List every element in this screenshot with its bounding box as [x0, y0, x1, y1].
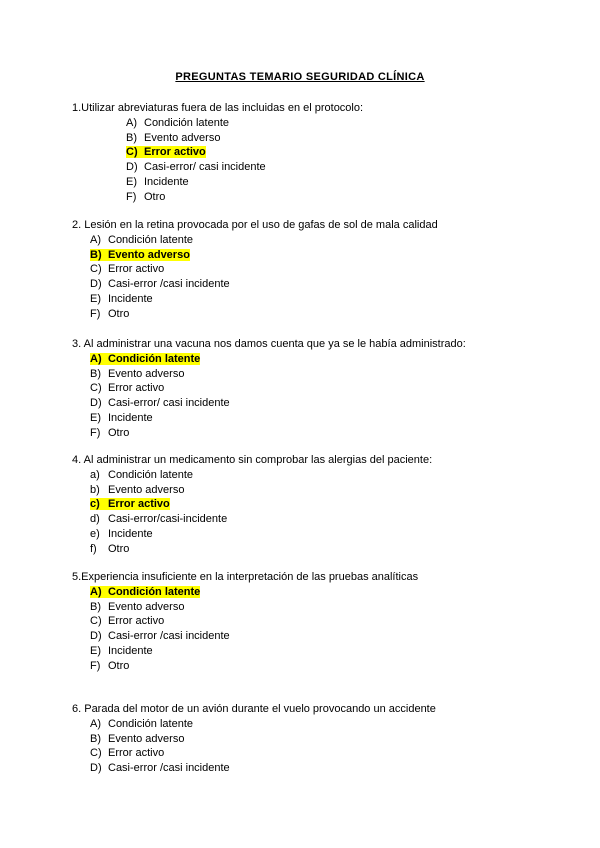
answer-option — [90, 469, 193, 481]
option-marker: B) — [90, 248, 102, 261]
option-content — [90, 469, 193, 481]
option-marker: A) — [126, 117, 137, 129]
option-marker: E) — [90, 411, 101, 424]
answer-option-highlighted — [90, 353, 200, 365]
option-marker: F) — [90, 659, 101, 672]
option-content — [90, 513, 227, 525]
answer-option-highlighted — [90, 498, 170, 510]
option-marker: B) — [90, 732, 101, 745]
option-content — [90, 249, 190, 261]
answer-option — [90, 528, 153, 540]
question-text: 3. Al administrar una vacuna nos damos cuenta que ya se le había administrado: — [72, 338, 466, 350]
option-label: Error activo — [144, 146, 206, 159]
option-marker: F) — [126, 190, 137, 203]
option-marker: C) — [90, 615, 102, 628]
option-content — [90, 278, 230, 290]
option-content — [90, 308, 129, 320]
answer-option — [90, 513, 227, 525]
option-content — [90, 733, 184, 745]
answer-option — [126, 161, 266, 173]
option-marker: C) — [90, 382, 102, 395]
option-content — [90, 601, 184, 613]
option-content — [126, 161, 266, 173]
option-label: Casi-error/ casi incidente — [108, 397, 230, 410]
option-content — [90, 397, 230, 409]
option-label: Casi-error /casi incidente — [108, 630, 230, 643]
option-content — [90, 293, 153, 305]
option-label: Condición latente — [144, 117, 230, 129]
answer-option — [126, 117, 229, 129]
option-content — [90, 528, 153, 540]
option-label: Casi-error/casi-incidente — [108, 513, 228, 526]
answer-option — [90, 660, 129, 672]
answer-option — [90, 543, 129, 555]
option-label: Otro — [108, 659, 130, 672]
option-content — [90, 427, 129, 439]
option-label: Error activo — [108, 747, 165, 760]
option-content — [126, 132, 220, 144]
option-content — [90, 484, 184, 496]
option-label: Evento adverso — [108, 367, 185, 380]
option-label: Evento adverso — [108, 248, 190, 261]
option-marker: F) — [90, 426, 101, 439]
option-label: Condición latente — [108, 586, 201, 598]
option-marker: C) — [90, 263, 102, 276]
option-label: Evento adverso — [108, 600, 185, 613]
question-text: 6. Parada del motor de un avión durante el vuelo provocando un accidente — [72, 703, 436, 715]
option-content — [90, 615, 164, 627]
answer-option — [90, 630, 230, 642]
option-label: Evento adverso — [108, 732, 185, 745]
answer-option — [90, 733, 184, 745]
option-marker: B) — [90, 367, 101, 380]
answer-option — [90, 718, 193, 730]
option-content — [90, 498, 170, 510]
option-label: Casi-error /casi incidente — [108, 278, 230, 291]
answer-option — [126, 176, 189, 188]
option-label: Incidente — [108, 292, 153, 305]
answer-option-highlighted — [90, 249, 190, 261]
answer-option — [90, 293, 153, 305]
answer-option — [90, 263, 164, 275]
answer-option — [90, 645, 153, 657]
option-marker: b) — [90, 483, 100, 496]
question-text: 5.Experiencia insuficiente en la interpretación de las pruebas analíticas — [72, 571, 419, 583]
option-label: Error activo — [108, 615, 165, 628]
option-label: Evento adverso — [108, 483, 185, 496]
answer-option — [126, 191, 165, 203]
option-content — [90, 353, 200, 365]
option-marker: d) — [90, 513, 100, 526]
option-content — [90, 412, 153, 424]
option-marker: D) — [90, 278, 102, 291]
option-content — [126, 191, 165, 203]
option-content — [126, 146, 206, 158]
option-marker: c) — [90, 498, 100, 511]
option-label: Error activo — [108, 382, 165, 395]
answer-option — [90, 308, 129, 320]
option-marker: E) — [126, 175, 137, 188]
option-label: Error activo — [108, 498, 170, 511]
question-text: 1.Utilizar abreviaturas fuera de las incluidas en el protocolo: — [72, 102, 364, 114]
option-marker: E) — [90, 644, 101, 657]
option-content — [90, 543, 129, 555]
option-label: Incidente — [144, 175, 189, 188]
option-label: Condición latente — [108, 469, 194, 481]
option-marker: C) — [126, 146, 138, 159]
question-text: 2. Lesión en la retina provocada por el uso de gafas de sol de mala calidad — [72, 219, 438, 231]
answer-option — [90, 747, 164, 759]
answer-option — [90, 615, 164, 627]
option-marker: D) — [126, 161, 138, 174]
option-marker: f) — [90, 542, 97, 555]
option-content — [90, 234, 193, 246]
answer-option — [90, 234, 193, 246]
option-marker: a) — [90, 469, 100, 481]
option-content — [126, 176, 189, 188]
option-marker: A) — [90, 353, 102, 365]
option-label: Otro — [144, 190, 166, 203]
option-content — [90, 586, 200, 598]
answer-option — [90, 601, 184, 613]
option-label: Condición latente — [108, 234, 194, 246]
option-content — [90, 660, 129, 672]
answer-option — [90, 412, 153, 424]
question-text: 4. Al administrar un medicamento sin comprobar las alergias del paciente: — [72, 454, 433, 466]
option-content — [90, 762, 230, 774]
option-marker: A) — [90, 234, 101, 246]
answer-option — [90, 427, 129, 439]
option-marker: A) — [90, 586, 102, 598]
option-content — [90, 368, 184, 380]
answer-option — [90, 397, 230, 409]
option-content — [90, 630, 230, 642]
option-label: Condición latente — [108, 718, 194, 730]
option-marker: D) — [90, 630, 102, 643]
option-label: Incidente — [108, 411, 153, 424]
answer-option — [90, 484, 184, 496]
option-content — [90, 718, 193, 730]
option-label: Casi-error/ casi incidente — [144, 161, 266, 174]
option-label: Error activo — [108, 263, 165, 276]
option-marker: E) — [90, 292, 101, 305]
option-content — [90, 645, 153, 657]
option-label: Otro — [108, 426, 130, 439]
answer-option-highlighted — [126, 146, 206, 158]
page-title: PREGUNTAS TEMARIO SEGURIDAD CLÍNICA — [175, 71, 425, 83]
option-content — [90, 263, 164, 275]
option-marker: B) — [126, 131, 137, 144]
option-label: Incidente — [108, 527, 153, 540]
option-marker: A) — [90, 718, 101, 730]
option-marker: F) — [90, 307, 101, 320]
option-label: Otro — [108, 307, 130, 320]
answer-option — [126, 132, 220, 144]
answer-option — [90, 278, 230, 290]
option-content — [90, 382, 164, 394]
option-label: Casi-error /casi incidente — [108, 762, 230, 775]
option-marker: D) — [90, 762, 102, 775]
option-label: Incidente — [108, 644, 153, 657]
option-content — [90, 747, 164, 759]
option-content — [126, 117, 229, 129]
option-label: Evento adverso — [144, 131, 221, 144]
option-marker: B) — [90, 600, 101, 613]
option-marker: D) — [90, 397, 102, 410]
option-label: Otro — [108, 542, 130, 555]
answer-option — [90, 368, 184, 380]
option-label: Condición latente — [108, 353, 201, 365]
answer-option-highlighted — [90, 586, 200, 598]
option-marker: C) — [90, 747, 102, 760]
answer-option — [90, 382, 164, 394]
answer-option — [90, 762, 230, 774]
option-marker: e) — [90, 527, 100, 540]
